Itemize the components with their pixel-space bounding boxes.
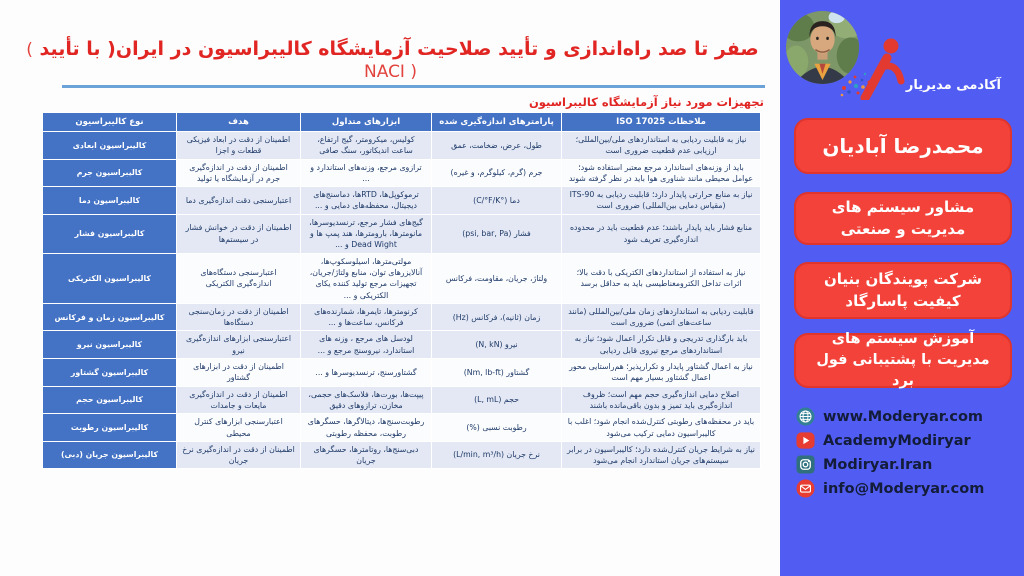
cell-tools: رطوبت‌سنج‌ها، دیتالاگرها، حسگرهای رطوبت، محفظه رطوبتی xyxy=(301,414,432,442)
cell-tools: گشتاورسنج، ترنسدیوسرها و ... xyxy=(301,359,432,387)
cell-tools: مولتی‌مترها، اسیلوسکوپ‌ها، آنالایزرهای توان، منابع ولتاژ/جریان، تجهیزات مرجع تولید کننده یکای الکتریکی و ... xyxy=(301,253,432,303)
cell-params: نیرو (N, kN) xyxy=(432,331,562,359)
cell-type: کالیبراسیون حجم xyxy=(43,386,177,414)
contact-instagram-label: Modiryar.Iran xyxy=(823,456,933,473)
table-row xyxy=(43,414,761,442)
button-company[interactable]: شرکت پویندگان بنیان کیفیت پاسارگاد xyxy=(794,262,1012,319)
table-row xyxy=(43,331,761,359)
col-header-params: پارامترهای اندازه‌گیری شده xyxy=(432,113,562,132)
col-header-goal: هدف xyxy=(177,113,301,132)
cell-goal: اطمینان از دقت در ابعاد فیزیکی قطعات و اجزا xyxy=(177,132,301,160)
cell-iso: باید بارگذاری تدریجی و قابل تکرار اعمال شود؛ نیاز به استانداردهای مرجع نیروی قابل ردیابی xyxy=(562,331,761,359)
contact-list xyxy=(796,407,984,498)
cell-iso: نیاز به استفاده از استانداردهای الکتریکی با دقت بالا؛ اثرات تداخل الکترومغناطیسی باید به حداقل برسد xyxy=(562,253,761,303)
table-row xyxy=(43,159,761,187)
cell-iso: باید در محفظه‌های رطوبتی کنترل‌شده انجام شود؛ اغلب با کالیبراسیون دمایی ترکیب می‌شود xyxy=(562,414,761,442)
contact-website[interactable] xyxy=(796,407,984,426)
globe-icon xyxy=(796,407,815,426)
contact-email[interactable] xyxy=(796,479,984,498)
table-row xyxy=(43,187,761,215)
table-row xyxy=(43,132,761,160)
cell-type: کالیبراسیون فشار xyxy=(43,214,177,253)
cell-goal: اطمینان از دقت در خوانش فشار در سیستم‌ها xyxy=(177,214,301,253)
contact-instagram[interactable] xyxy=(796,455,984,474)
cell-params: فشار (psi, bar, Pa) xyxy=(432,214,562,253)
instagram-icon xyxy=(796,455,815,474)
page-title-fa: صفر تا صد راه‌اندازی و تأیید صلاحیت آزمایشگاه کالیبراسیون در ایران( با تأیید xyxy=(39,38,759,60)
cell-tools: گیج‌های فشار مرجع، ترنسدیوسرها، مانومترها، بارومترها، هند پمپ ها و Dead Wight و ... xyxy=(301,214,432,253)
cell-type: کالیبراسیون زمان و فرکانس xyxy=(43,303,177,331)
cell-iso: نیاز به اعمال گشتاور پایدار و تکرارپذیر؛ هم‌راستایی محور اعمال گشتاور بسیار مهم است xyxy=(562,359,761,387)
cell-iso: نیاز به شرایط جریان کنترل‌شده دارد؛ کالیبراسیون در برابر سیستم‌های جریان استاندارد انجام می‌شود xyxy=(562,441,761,469)
cell-params: ولتاژ، جریان، مقاومت، فرکانس xyxy=(432,253,562,303)
cell-goal: اطمینان از دقت در زمان‌سنجی دستگاه‌ها xyxy=(177,303,301,331)
contact-email-label: info@Moderyar.com xyxy=(823,480,985,497)
cell-iso: باید از وزنه‌های استاندارد مرجع معتبر استفاده شود؛ عوامل محیطی مانند شناوری هوا باید در نظر گرفته شوند xyxy=(562,159,761,187)
cell-params: نرخ جریان (L/min, m³/h) xyxy=(432,441,562,469)
cell-goal: اطمینان از دقت در اندازه‌گیری نرخ جریان xyxy=(177,441,301,469)
cell-iso: نیاز به منابع حرارتی پایدار دارد؛ قابلیت ردیابی به ITS-90 (مقیاس دمایی بین‌المللی) ضروری است xyxy=(562,187,761,215)
cell-iso: منابع فشار باید پایدار باشند؛ عدم قطعیت باید در محدوده اندازه‌گیری تعریف شود xyxy=(562,214,761,253)
cell-type: کالیبراسیون رطوبت xyxy=(43,414,177,442)
cell-goal: اطمینان از دقت در اندازه‌گیری مایعات و جامدات xyxy=(177,386,301,414)
academy-logo-icon xyxy=(836,36,916,100)
page-title-naci: ( NACI ) xyxy=(26,40,417,82)
button-training[interactable]: آموزش سیستم های مدیریت با پشتیبانی فول برد xyxy=(794,333,1012,388)
cell-iso: نیاز به قابلیت ردیابی به استانداردهای ملی/بین‌المللی؛ ارزیابی عدم قطعیت ضروری است xyxy=(562,132,761,160)
table-row xyxy=(43,303,761,331)
cell-type: کالیبراسیون ابعادی xyxy=(43,132,177,160)
cell-type: کالیبراسیون گشتاور xyxy=(43,359,177,387)
cell-tools: دبی‌سنج‌ها، روتامترها، حسگرهای جریان xyxy=(301,441,432,469)
button-person-name[interactable]: محمدرضا آبادیان xyxy=(794,118,1012,174)
col-header-type: نوع کالیبراسیون xyxy=(43,113,177,132)
cell-tools: ترموکوپل‌ها، RTDها، دماسنج‌های دیجیتال، محفظه‌های دمایی و ... xyxy=(301,187,432,215)
cell-goal: اعتبارسنجی دستگاه‌های اندازه‌گیری الکتریکی xyxy=(177,253,301,303)
cell-iso: قابلیت ردیابی به استانداردهای زمان ملی/بین‌المللی (مانند ساعت‌های اتمی) ضروری است xyxy=(562,303,761,331)
cell-tools: پیپت‌ها، بورت‌ها، فلاسک‌های حجمی، مخازن، ترازوهای دقیق xyxy=(301,386,432,414)
cell-type: کالیبراسیون جرم xyxy=(43,159,177,187)
title-divider-line xyxy=(62,85,765,88)
page-title xyxy=(20,38,765,82)
calibration-table xyxy=(42,112,761,469)
cell-goal: اعتبارسنجی ابزارهای اندازه‌گیری نیرو xyxy=(177,331,301,359)
cell-type: کالیبراسیون دما xyxy=(43,187,177,215)
contact-youtube-label: AcademyModiryar xyxy=(823,432,971,449)
cell-params: طول، عرض، ضخامت، عمق xyxy=(432,132,562,160)
cell-params: گشتاور (Nm, lb-ft) xyxy=(432,359,562,387)
col-header-iso: ملاحظات ISO 17025 xyxy=(562,113,761,132)
sidebar xyxy=(780,0,1024,576)
cell-goal: اطمینان از دقت در اندازه‌گیری جرم در آزمایشگاه یا تولید xyxy=(177,159,301,187)
cell-type: کالیبراسیون نیرو xyxy=(43,331,177,359)
table-row xyxy=(43,386,761,414)
cell-params: رطوبت نسبی (%) xyxy=(432,414,562,442)
email-icon xyxy=(796,479,815,498)
table-row xyxy=(43,214,761,253)
cell-tools: کولیس، میکرومتر، گیج ارتفاع، ساعت اندیکاتور، سنگ صافی xyxy=(301,132,432,160)
table-row xyxy=(43,441,761,469)
cell-params: حجم (L, mL) xyxy=(432,386,562,414)
cell-tools: لودسل های مرجع ، وزنه های استاندارد، نیروسنج مرجع و ... xyxy=(301,331,432,359)
table-header-row xyxy=(43,113,761,132)
cell-tools: کرنومترها، تایمرها، شمارنده‌های فرکانس، ساعت‌ها و ... xyxy=(301,303,432,331)
table-row xyxy=(43,253,761,303)
table-row xyxy=(43,359,761,387)
youtube-icon xyxy=(796,431,815,450)
cell-type: کالیبراسیون الکتریکی xyxy=(43,253,177,303)
cell-params: جرم (گرم، کیلوگرم، و غیره) xyxy=(432,159,562,187)
cell-goal: اعتبارسنجی ابزارهای کنترل محیطی xyxy=(177,414,301,442)
table-caption: تجهیزات مورد نیاز آزمایشگاه کالیبراسیون xyxy=(528,95,764,109)
cell-goal: اطمینان از دقت در ابزارهای گشتاور xyxy=(177,359,301,387)
contact-website-label: www.Moderyar.com xyxy=(823,408,984,425)
button-consultant[interactable]: مشاور سیستم های مدیریت و صنعتی xyxy=(794,192,1012,245)
contact-youtube[interactable] xyxy=(796,431,984,450)
col-header-tools: ابزارهای متداول xyxy=(301,113,432,132)
brand-name: آکادمی مدیریار xyxy=(905,78,1001,93)
cell-iso: اصلاح دمایی اندازه‌گیری حجم مهم است؛ ظروف اندازه‌گیری باید تمیز و بدون باقی‌مانده باشند xyxy=(562,386,761,414)
cell-goal: اعتبارسنجی دقت اندازه‌گیری دما xyxy=(177,187,301,215)
cell-type: کالیبراسیون جریان (دبی) xyxy=(43,441,177,469)
cell-tools: ترازوی مرجع، وزنه‌های استاندارد و ... xyxy=(301,159,432,187)
cell-params: زمان (ثانیه)، فرکانس (Hz) xyxy=(432,303,562,331)
cell-params: دما (°C/°F/K) xyxy=(432,187,562,215)
